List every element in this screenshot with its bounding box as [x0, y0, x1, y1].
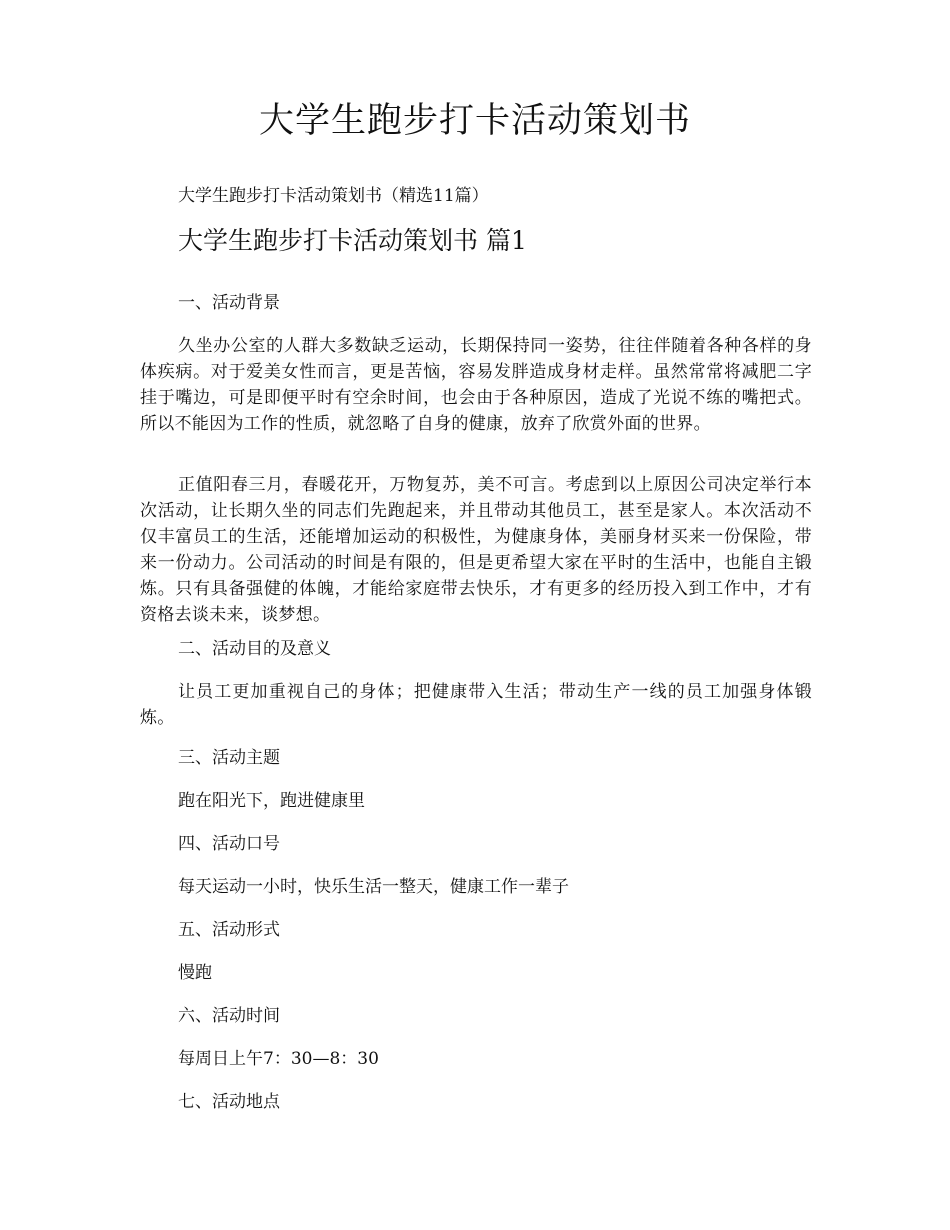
heading-theme: 三、活动主题	[178, 748, 280, 768]
text-theme: 跑在阳光下，跑进健康里	[178, 791, 365, 811]
paragraph-context: 正值阳春三月，春暖花开，万物复苏，美不可言。考虑到以上原因公司决定举行本次活动，让长期久坐的同志们先跑起来，并且带动其他员工，甚至是家人。本次活动不仅丰富员工的生活，还能增加运动的积极性，为健康身体，美丽身材买来一份保险，带来一份动力。公司活动的时间是有限的，但是更希望大家在平时的生活中，也能自主锻炼。只有具备强健的体魄，才能给家庭带去快乐，才有更多的经历投入到工作中，才有资格去谈未来，谈梦想。	[140, 475, 812, 625]
paragraph-purpose: 让员工更加重视自己的身体；把健康带入生活；带动生产一线的员工加强身体锻炼。	[140, 682, 812, 728]
document-title: 大学生跑步打卡活动策划书	[258, 101, 691, 141]
heading-background: 一、活动背景	[178, 293, 280, 313]
heading-slogan: 四、活动口号	[178, 834, 280, 854]
heading-purpose: 二、活动目的及意义	[178, 639, 331, 659]
heading-location: 七、活动地点	[178, 1092, 280, 1112]
paragraph-background: 久坐办公室的人群大多数缺乏运动，长期保持同一姿势，往往伴随着各种各样的身体疾病。对于爱美女性而言，更是苦恼，容易发胖造成身材走样。虽然常常将减肥二字挂于嘴边，可是即便平时有空余时间，也会由于各种原因，造成了光说不练的嘴把式。所以不能因为工作的性质，就忽略了自身的健康，放弃了欣赏外面的世界。	[140, 336, 812, 434]
text-time: 每周日上午7：30—8：30	[178, 1049, 379, 1069]
section-heading: 大学生跑步打卡活动策划书 篇1	[178, 226, 527, 255]
document-subtitle: 大学生跑步打卡活动策划书（精选11篇）	[178, 186, 489, 206]
heading-time: 六、活动时间	[178, 1006, 280, 1026]
heading-format: 五、活动形式	[178, 920, 280, 940]
text-slogan: 每天运动一小时，快乐生活一整天，健康工作一辈子	[178, 877, 569, 897]
text-format: 慢跑	[178, 963, 212, 983]
